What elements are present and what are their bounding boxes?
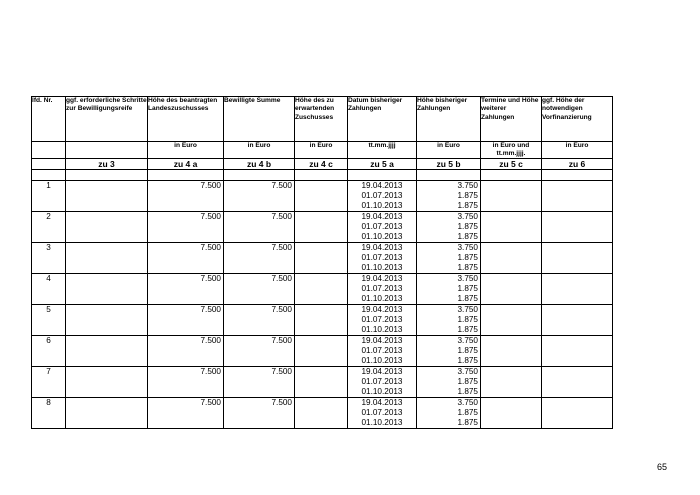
cell-hoehe-line: 1.875 — [457, 356, 478, 365]
cell-erwartet — [295, 336, 348, 367]
header-cell-bewilligt: Bewilligte Summe — [224, 97, 295, 142]
row-number: 6 — [32, 336, 66, 367]
cell-hoehe-line: 1.875 — [457, 232, 478, 241]
cell-termine — [481, 336, 542, 367]
cell-erwartet — [295, 398, 348, 429]
cell-hoehe-line: 1.875 — [457, 315, 478, 324]
cell-termine — [481, 243, 542, 274]
cell-beantragt: 7.500 — [148, 367, 224, 398]
ref-cell: zu 4 c — [295, 159, 348, 170]
cell-hoehe — [417, 336, 481, 367]
cell-termine — [481, 305, 542, 336]
table-row — [32, 336, 613, 367]
cell-beantragt: 7.500 — [148, 274, 224, 305]
unit-cell: in Euro und tt.mm.jjjj. — [481, 142, 542, 159]
cell-schritte — [66, 274, 148, 305]
cell-erwartet — [295, 212, 348, 243]
unit-cell — [32, 142, 66, 159]
cell-datum — [348, 305, 417, 336]
row-number: 5 — [32, 305, 66, 336]
cell-hoehe — [417, 305, 481, 336]
header-cell-datum: Datum bisheriger Zahlungen — [348, 97, 417, 142]
cell-datum-line: 01.10.2013 — [361, 418, 403, 427]
cell-hoehe-line: 1.875 — [457, 387, 478, 396]
cell-schritte — [66, 243, 148, 274]
cell-vorfinanzierung — [542, 305, 613, 336]
cell-hoehe-line: 3.750 — [457, 212, 478, 221]
cell-vorfinanzierung — [542, 367, 613, 398]
cell-bewilligt: 7.500 — [224, 305, 295, 336]
cell-hoehe — [417, 212, 481, 243]
cell-schritte — [66, 336, 148, 367]
row-number: 4 — [32, 274, 66, 305]
cell-datum-line: 01.10.2013 — [361, 201, 403, 210]
cell-vorfinanzierung — [542, 336, 613, 367]
cell-bewilligt: 7.500 — [224, 274, 295, 305]
ref-cell: zu 5 a — [348, 159, 417, 170]
cell-datum-line: 01.10.2013 — [361, 232, 403, 241]
table-row — [32, 274, 613, 305]
table-row — [32, 398, 613, 429]
cell-beantragt: 7.500 — [148, 336, 224, 367]
table-row — [32, 181, 613, 212]
header-cell-erwartet: Höhe des zu erwartenden Zuschusses — [295, 97, 348, 142]
cell-hoehe — [417, 274, 481, 305]
cell-vorfinanzierung — [542, 398, 613, 429]
table-row — [32, 367, 613, 398]
cell-datum — [348, 367, 417, 398]
cell-beantragt: 7.500 — [148, 305, 224, 336]
cell-datum-line: 01.10.2013 — [361, 294, 403, 303]
cell-erwartet — [295, 305, 348, 336]
unit-cell: in Euro — [542, 142, 613, 159]
unit-cell: in Euro — [148, 142, 224, 159]
cell-hoehe-line: 3.750 — [457, 398, 478, 407]
cell-vorfinanzierung — [542, 243, 613, 274]
cell-schritte — [66, 367, 148, 398]
cell-beantragt: 7.500 — [148, 212, 224, 243]
unit-cell — [66, 142, 148, 159]
cell-schritte — [66, 212, 148, 243]
cell-datum — [348, 336, 417, 367]
cell-hoehe-line: 1.875 — [457, 222, 478, 231]
cell-hoehe — [417, 398, 481, 429]
unit-cell: in Euro — [417, 142, 481, 159]
cell-hoehe-line: 1.875 — [457, 346, 478, 355]
cell-schritte — [66, 305, 148, 336]
cell-erwartet — [295, 274, 348, 305]
cell-hoehe-line: 1.875 — [457, 377, 478, 386]
row-number: 8 — [32, 398, 66, 429]
cell-datum-line: 19.04.2013 — [361, 398, 403, 407]
cell-datum — [348, 181, 417, 212]
cell-hoehe — [417, 243, 481, 274]
spacer-row — [32, 170, 613, 181]
cell-datum-line: 19.04.2013 — [361, 212, 403, 221]
row-number: 7 — [32, 367, 66, 398]
cell-hoehe-line: 1.875 — [457, 191, 478, 200]
cell-hoehe-line: 3.750 — [457, 181, 478, 190]
row-number: 3 — [32, 243, 66, 274]
row-number: 1 — [32, 181, 66, 212]
cell-erwartet — [295, 243, 348, 274]
unit-cell: in Euro — [224, 142, 295, 159]
cell-vorfinanzierung — [542, 274, 613, 305]
cell-datum — [348, 243, 417, 274]
cell-datum-line: 19.04.2013 — [361, 305, 403, 314]
cell-datum-line: 01.07.2013 — [361, 222, 403, 231]
cell-bewilligt: 7.500 — [224, 398, 295, 429]
cell-datum-line: 01.10.2013 — [361, 356, 403, 365]
cell-datum-line: 19.04.2013 — [361, 181, 403, 190]
cell-termine — [481, 212, 542, 243]
cell-hoehe-line: 1.875 — [457, 201, 478, 210]
cell-termine — [481, 181, 542, 212]
cell-datum-line: 01.07.2013 — [361, 346, 403, 355]
cell-hoehe-line: 1.875 — [457, 294, 478, 303]
header-cell-schritte: ggf. erforderliche Schritte zur Bewilligungsreife — [66, 97, 148, 142]
header-cell-termine: Termine und Höhe weiterer Zahlungen — [481, 97, 542, 142]
cell-bewilligt: 7.500 — [224, 336, 295, 367]
ref-cell: zu 5 b — [417, 159, 481, 170]
header-row — [32, 97, 613, 142]
unit-row — [32, 142, 613, 159]
header-cell-vorfinanzierung: ggf. Höhe der notwendigen Vorfinanzierung — [542, 97, 613, 142]
cell-bewilligt: 7.500 — [224, 212, 295, 243]
unit-cell: in Euro — [295, 142, 348, 159]
cell-datum-line: 01.10.2013 — [361, 325, 403, 334]
payments-table — [31, 96, 613, 429]
header-cell-hoehe: Höhe bisheriger Zahlungen — [417, 97, 481, 142]
table-row — [32, 305, 613, 336]
header-cell-nr: lfd. Nr. — [32, 97, 66, 142]
cell-termine — [481, 274, 542, 305]
cell-bewilligt: 7.500 — [224, 181, 295, 212]
ref-cell: zu 4 b — [224, 159, 295, 170]
cell-schritte — [66, 181, 148, 212]
cell-hoehe-line: 1.875 — [457, 408, 478, 417]
cell-schritte — [66, 398, 148, 429]
cell-erwartet — [295, 181, 348, 212]
table-row — [32, 212, 613, 243]
ref-cell: zu 5 c — [481, 159, 542, 170]
cell-termine — [481, 398, 542, 429]
header-cell-beantragt: Höhe des beantragten Landeszuschusses — [148, 97, 224, 142]
cell-beantragt: 7.500 — [148, 398, 224, 429]
cell-datum-line: 01.10.2013 — [361, 263, 403, 272]
unit-cell: tt.mm.jjjj — [348, 142, 417, 159]
reference-row — [32, 159, 613, 170]
cell-datum — [348, 274, 417, 305]
cell-datum-line: 19.04.2013 — [361, 336, 403, 345]
cell-datum-line: 19.04.2013 — [361, 243, 403, 252]
cell-bewilligt: 7.500 — [224, 367, 295, 398]
cell-hoehe-line: 1.875 — [457, 284, 478, 293]
cell-hoehe-line: 3.750 — [457, 305, 478, 314]
cell-datum-line: 01.10.2013 — [361, 387, 403, 396]
cell-datum — [348, 398, 417, 429]
cell-datum — [348, 212, 417, 243]
cell-hoehe-line: 3.750 — [457, 274, 478, 283]
cell-bewilligt: 7.500 — [224, 243, 295, 274]
page-number: 65 — [657, 462, 668, 472]
cell-datum-line: 01.07.2013 — [361, 377, 403, 386]
cell-datum-line: 19.04.2013 — [361, 367, 403, 376]
cell-beantragt: 7.500 — [148, 243, 224, 274]
cell-datum-line: 01.07.2013 — [361, 408, 403, 417]
table-row — [32, 243, 613, 274]
ref-cell: zu 4 a — [148, 159, 224, 170]
cell-hoehe-line: 1.875 — [457, 253, 478, 262]
cell-hoehe-line: 1.875 — [457, 325, 478, 334]
cell-hoehe — [417, 367, 481, 398]
ref-cell — [32, 159, 66, 170]
cell-datum-line: 01.07.2013 — [361, 253, 403, 262]
row-number: 2 — [32, 212, 66, 243]
cell-datum-line: 01.07.2013 — [361, 284, 403, 293]
cell-datum-line: 01.07.2013 — [361, 315, 403, 324]
cell-datum-line: 19.04.2013 — [361, 274, 403, 283]
ref-cell: zu 3 — [66, 159, 148, 170]
cell-hoehe-line: 1.875 — [457, 263, 478, 272]
ref-cell: zu 6 — [542, 159, 613, 170]
cell-hoehe — [417, 181, 481, 212]
cell-vorfinanzierung — [542, 181, 613, 212]
cell-erwartet — [295, 367, 348, 398]
cell-hoehe-line: 3.750 — [457, 336, 478, 345]
cell-termine — [481, 367, 542, 398]
cell-vorfinanzierung — [542, 212, 613, 243]
cell-hoehe-line: 1.875 — [457, 418, 478, 427]
cell-hoehe-line: 3.750 — [457, 243, 478, 252]
cell-hoehe-line: 3.750 — [457, 367, 478, 376]
cell-beantragt: 7.500 — [148, 181, 224, 212]
cell-datum-line: 01.07.2013 — [361, 191, 403, 200]
